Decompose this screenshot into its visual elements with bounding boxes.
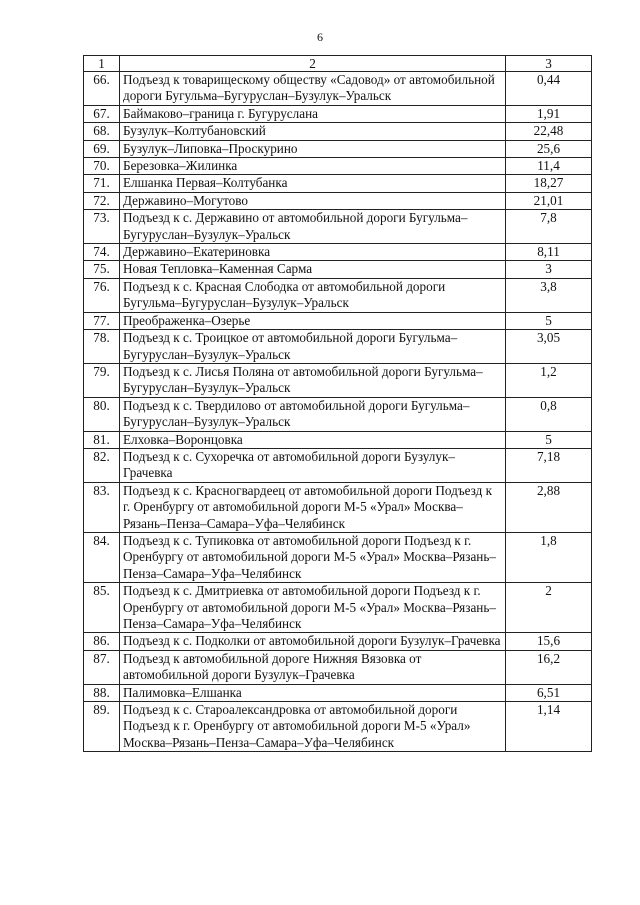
road-length-cell: 7,8 — [506, 210, 592, 244]
row-number-cell: 69. — [84, 140, 120, 157]
road-name-cell: Елшанка Первая–Колтубанка — [120, 175, 506, 192]
table-row — [84, 650, 592, 684]
road-length-cell: 3,8 — [506, 278, 592, 312]
road-name-cell: Новая Тепловка–Каменная Сарма — [120, 261, 506, 278]
row-number-cell: 87. — [84, 650, 120, 684]
road-length-cell: 0,8 — [506, 397, 592, 431]
table-row — [84, 397, 592, 431]
row-number-cell: 68. — [84, 123, 120, 140]
road-name-cell: Подъезд к с. Красногвардеец от автомобильной дороги Подъезд к г. Оренбургу от автомобильной дороги М-5 «Урал» Москва–Рязань–Пенза–Самара–Уфа–Челябинск — [120, 482, 506, 532]
road-length-cell: 5 — [506, 431, 592, 448]
table-header-row — [84, 56, 592, 72]
row-number-cell: 83. — [84, 482, 120, 532]
row-number-cell: 70. — [84, 158, 120, 175]
road-length-cell: 3 — [506, 261, 592, 278]
table-row — [84, 312, 592, 329]
row-number-cell: 82. — [84, 448, 120, 482]
road-name-cell: Подъезд к с. Подколки от автомобильной дороги Бузулук–Грачевка — [120, 633, 506, 650]
road-name-cell: Бузулук–Колтубановский — [120, 123, 506, 140]
row-number-cell: 71. — [84, 175, 120, 192]
road-name-cell: Подъезд к товарищескому обществу «Садовод» от автомобильной дороги Бугульма–Бугуруслан–Бузулук–Уральск — [120, 72, 506, 106]
table-row — [84, 261, 592, 278]
road-name-cell: Державино–Могутово — [120, 192, 506, 209]
table-row — [84, 583, 592, 633]
row-number-cell: 77. — [84, 312, 120, 329]
table-row — [84, 278, 592, 312]
row-number-cell: 66. — [84, 72, 120, 106]
table-row — [84, 532, 592, 582]
road-name-cell: Преображенка–Озерье — [120, 312, 506, 329]
road-length-cell: 6,51 — [506, 684, 592, 701]
road-name-cell: Березовка–Жилинка — [120, 158, 506, 175]
roads-table — [83, 55, 592, 752]
table-row — [84, 72, 592, 106]
table-row — [84, 175, 592, 192]
road-name-cell: Державино–Екатериновка — [120, 244, 506, 261]
table-row — [84, 684, 592, 701]
row-number-cell: 79. — [84, 363, 120, 397]
road-length-cell: 18,27 — [506, 175, 592, 192]
road-length-cell: 5 — [506, 312, 592, 329]
row-number-cell: 67. — [84, 105, 120, 122]
road-length-cell: 1,91 — [506, 105, 592, 122]
table-row — [84, 431, 592, 448]
road-length-cell: 3,05 — [506, 330, 592, 364]
road-name-cell: Подъезд к с. Тупиковка от автомобильной дороги Подъезд к г. Оренбургу от автомобильной дороги М-5 «Урал» Москва–Рязань–Пенза–Самара–Уфа–Челябинск — [120, 532, 506, 582]
road-length-cell: 2,88 — [506, 482, 592, 532]
table-row — [84, 330, 592, 364]
row-number-cell: 89. — [84, 702, 120, 752]
road-name-cell: Бузулук–Липовка–Проскурино — [120, 140, 506, 157]
road-length-cell: 2 — [506, 583, 592, 633]
road-name-cell: Подъезд к с. Лисья Поляна от автомобильной дороги Бугульма–Бугуруслан–Бузулук–Уральск — [120, 363, 506, 397]
road-name-cell: Подъезд к с. Сухоречка от автомобильной дороги Бузулук–Грачевка — [120, 448, 506, 482]
road-name-cell: Подъезд к с. Твердилово от автомобильной дороги Бугульма–Бугуруслан–Бузулук–Уральск — [120, 397, 506, 431]
road-name-cell: Палимовка–Елшанка — [120, 684, 506, 701]
row-number-cell: 84. — [84, 532, 120, 582]
road-length-cell: 15,6 — [506, 633, 592, 650]
road-name-cell: Подъезд к с. Староалександровка от автомобильной дороги Подъезд к г. Оренбургу от автомобильной дороги М-5 «Урал» Москва–Рязань–Пенза–Самара–Уфа–Челябинск — [120, 702, 506, 752]
column-header-name: 2 — [120, 56, 506, 72]
road-length-cell: 1,14 — [506, 702, 592, 752]
table-row — [84, 192, 592, 209]
table-row — [84, 123, 592, 140]
table-row — [84, 448, 592, 482]
road-length-cell: 8,11 — [506, 244, 592, 261]
road-name-cell: Подъезд к с. Красная Слободка от автомобильной дороги Бугульма–Бугуруслан–Бузулук–Уральск — [120, 278, 506, 312]
table-row — [84, 363, 592, 397]
road-name-cell: Елховка–Воронцовка — [120, 431, 506, 448]
road-name-cell: Подъезд к с. Троицкое от автомобильной дороги Бугульма–Бугуруслан–Бузулук–Уральск — [120, 330, 506, 364]
road-length-cell: 1,2 — [506, 363, 592, 397]
road-length-cell: 22,48 — [506, 123, 592, 140]
row-number-cell: 75. — [84, 261, 120, 278]
road-name-cell: Баймаково–граница г. Бугуруслана — [120, 105, 506, 122]
table-row — [84, 210, 592, 244]
road-name-cell: Подъезд к с. Дмитриевка от автомобильной дороги Подъезд к г. Оренбургу от автомобильной дороги М-5 «Урал» Москва–Рязань–Пенза–Самара–Уфа–Челябинск — [120, 583, 506, 633]
table-row — [84, 158, 592, 175]
table-row — [84, 105, 592, 122]
road-length-cell: 0,44 — [506, 72, 592, 106]
road-length-cell: 1,8 — [506, 532, 592, 582]
table-row — [84, 633, 592, 650]
page-number: 6 — [317, 30, 323, 44]
column-header-length: 3 — [506, 56, 592, 72]
row-number-cell: 81. — [84, 431, 120, 448]
row-number-cell: 86. — [84, 633, 120, 650]
table-row — [84, 140, 592, 157]
table-row — [84, 702, 592, 752]
road-length-cell: 25,6 — [506, 140, 592, 157]
row-number-cell: 72. — [84, 192, 120, 209]
table-row — [84, 482, 592, 532]
row-number-cell: 76. — [84, 278, 120, 312]
row-number-cell: 78. — [84, 330, 120, 364]
table-row — [84, 244, 592, 261]
road-length-cell: 11,4 — [506, 158, 592, 175]
row-number-cell: 80. — [84, 397, 120, 431]
row-number-cell: 85. — [84, 583, 120, 633]
road-length-cell: 7,18 — [506, 448, 592, 482]
road-name-cell: Подъезд к автомобильной дороге Нижняя Вязовка от автомобильной дороги Бузулук–Грачевка — [120, 650, 506, 684]
road-name-cell: Подъезд к с. Державино от автомобильной дороги Бугульма–Бугуруслан–Бузулук–Уральск — [120, 210, 506, 244]
row-number-cell: 73. — [84, 210, 120, 244]
road-length-cell: 21,01 — [506, 192, 592, 209]
column-header-number: 1 — [84, 56, 120, 72]
row-number-cell: 74. — [84, 244, 120, 261]
row-number-cell: 88. — [84, 684, 120, 701]
table-body — [84, 72, 592, 752]
road-length-cell: 16,2 — [506, 650, 592, 684]
